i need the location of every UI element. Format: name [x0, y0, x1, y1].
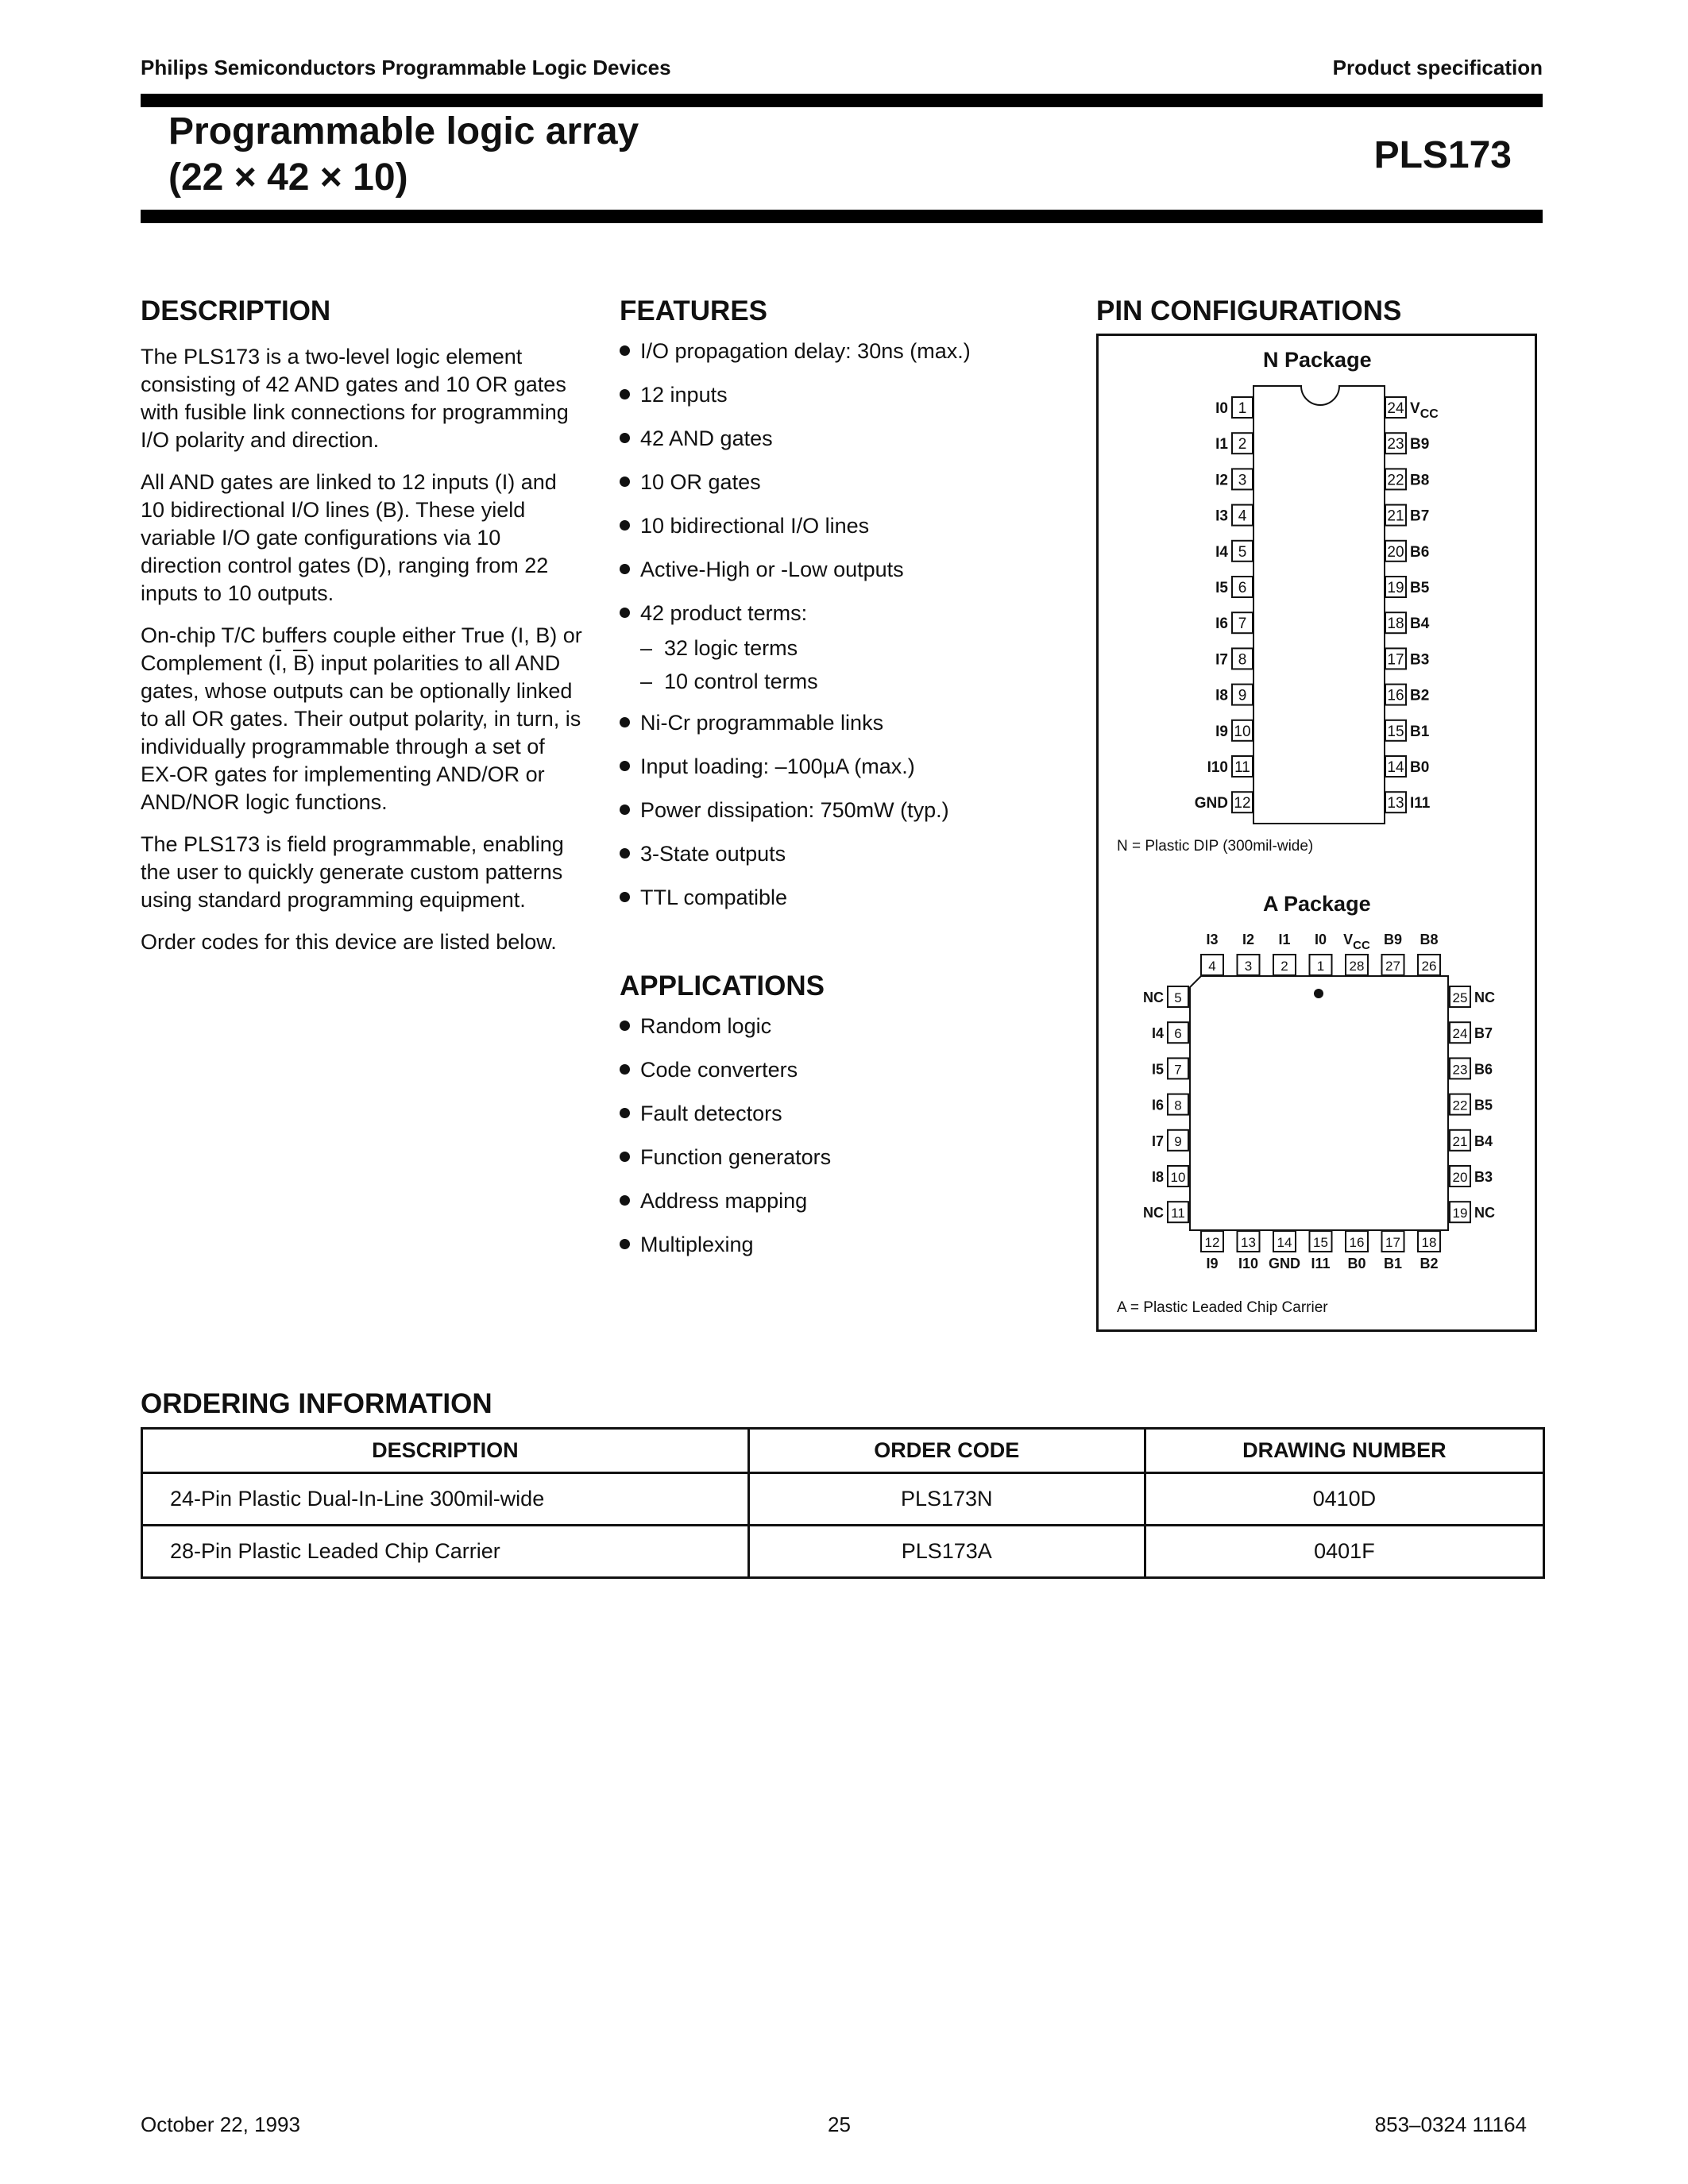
column-header: DRAWING NUMBER: [1145, 1429, 1543, 1473]
pin-number: 10: [1234, 723, 1251, 740]
bullet-icon: [620, 345, 630, 356]
pin-label: $V_{CC}$: [1410, 400, 1439, 421]
features-heading: FEATURES: [620, 295, 768, 326]
pin-number: 28: [1349, 959, 1365, 974]
n-package-note: N = Plastic DIP (300mil-wide): [1117, 838, 1314, 855]
pin-label: GND: [1194, 795, 1228, 812]
bullet-icon: [620, 477, 630, 487]
pin-label: GND: [1269, 1256, 1300, 1271]
table-cell: 24-Pin Plastic Dual-In-Line 300mil-wide: [142, 1473, 749, 1526]
pin-number: 22: [1452, 1098, 1468, 1113]
pin-label: I6: [1151, 1097, 1164, 1113]
applications-list: [620, 1013, 1033, 1275]
pin-number: 21: [1387, 507, 1404, 525]
pin-number: 3: [1244, 959, 1253, 974]
pin-number: 21: [1452, 1133, 1468, 1149]
column-header: DESCRIPTION: [142, 1429, 749, 1473]
feature-item: 3-State outputs: [620, 840, 1033, 884]
feature-item: 10 bidirectional I/O lines: [620, 512, 1033, 556]
pin-number: 3: [1238, 472, 1247, 489]
pin-number: 16: [1387, 687, 1404, 704]
pin-label: I5: [1151, 1061, 1164, 1078]
pin-label: I7: [1151, 1133, 1164, 1149]
pin-number: 10: [1170, 1170, 1186, 1185]
pin1-marker: [1314, 989, 1323, 998]
pin-label: B1: [1410, 723, 1430, 740]
table-row: [142, 1473, 1544, 1526]
pin-label: I6: [1215, 615, 1228, 633]
pin-number: 27: [1385, 959, 1400, 974]
footer-page-number: 25: [828, 2113, 851, 2136]
pin-label: I4: [1151, 1025, 1164, 1042]
application-item: Random logic: [620, 1013, 1033, 1056]
pin-number: 2: [1280, 959, 1288, 974]
a-package-note: A = Plastic Leaded Chip Carrier: [1117, 1299, 1328, 1316]
description-paragraph: On-chip T/C buffers couple either True (I, B) or Complement ($\overline{I}$, $\overline{B}$) input polarities to all AND gates, whose outputs can be optionally linked to all OR gates. Their output polarity, in turn, is individually programmable through a set of EX-OR gates for implementing AND/OR or AND/NOR logic functions.: [141, 623, 582, 814]
feature-item: Input loading: –100µA (max.): [620, 753, 1033, 797]
pin-label: B1: [1383, 1256, 1403, 1271]
pin-number: 14: [1277, 1235, 1292, 1250]
table-cell: PLS173N: [748, 1473, 1145, 1526]
bullet-icon: [620, 1195, 630, 1206]
pin-number: 17: [1387, 651, 1404, 669]
application-item: Code converters: [620, 1056, 1033, 1100]
description-paragraph: The PLS173 is a two-level logic element consisting of 42 AND gates and 10 OR gates with fusible link connections for programming I/O polarity and direction.: [141, 345, 569, 452]
pin-config-heading: PIN CONFIGURATIONS: [1096, 295, 1402, 326]
pin-number: 16: [1349, 1235, 1365, 1250]
pin-number: 4: [1238, 507, 1247, 525]
pin-label: I1: [1278, 932, 1291, 947]
pin-number: 8: [1238, 651, 1247, 669]
description-heading: DESCRIPTION: [141, 295, 331, 326]
pin-number: 25: [1452, 990, 1468, 1005]
pin-label: I8: [1215, 687, 1228, 704]
table-cell: 0401F: [1145, 1526, 1543, 1578]
pin-label: B9: [1410, 436, 1430, 453]
pin-label: I2: [1242, 932, 1255, 947]
bullet-icon: [620, 1152, 630, 1162]
pin-label: NC: [1474, 1205, 1495, 1221]
application-item: Address mapping: [620, 1187, 1033, 1231]
title-rule: [141, 210, 1543, 223]
pin-number: 23: [1452, 1062, 1468, 1078]
pin-label: I11: [1410, 795, 1431, 812]
page-title: Programmable logic array: [168, 110, 639, 152]
pin-number: 12: [1204, 1235, 1220, 1250]
header-rule: [141, 94, 1543, 107]
table-cell: PLS173A: [748, 1526, 1145, 1578]
pin-number: 12: [1234, 795, 1251, 812]
pin-label: I2: [1215, 472, 1228, 489]
page-subtitle: (22 × 42 × 10): [168, 156, 408, 199]
pin-number: 5: [1238, 543, 1247, 561]
pin-label: $V_{CC}$: [1343, 932, 1370, 952]
bullet-icon: [620, 564, 630, 574]
pin-label: B6: [1474, 1061, 1493, 1078]
pin-label: B4: [1410, 615, 1430, 633]
pin-config-box: [1096, 334, 1537, 1332]
pin-number: 22: [1387, 472, 1404, 489]
pin-number: 5: [1174, 990, 1182, 1005]
bullet-icon: [620, 389, 630, 399]
pin-label: I0: [1314, 932, 1327, 947]
pin-number: 2: [1238, 436, 1247, 453]
pin-number: 4: [1208, 959, 1216, 974]
ordering-heading: ORDERING INFORMATION: [141, 1388, 492, 1419]
pin-label: B3: [1474, 1169, 1493, 1185]
footer-date: October 22, 1993: [141, 2113, 300, 2136]
pin-label: I1: [1215, 436, 1228, 453]
header-left: Philips Semiconductors Programmable Logic Devices: [141, 56, 671, 79]
pin-label: I11: [1311, 1256, 1331, 1271]
column-header: ORDER CODE: [748, 1429, 1145, 1473]
pin-label: NC: [1143, 990, 1164, 1005]
pin-label: B9: [1383, 932, 1403, 947]
pin-number: 6: [1238, 580, 1247, 596]
pin-label: I9: [1206, 1256, 1219, 1271]
pin-number: 20: [1387, 543, 1404, 561]
pin-label: I4: [1215, 543, 1228, 561]
pin-number: 24: [1387, 400, 1404, 417]
pin-label: B5: [1410, 580, 1430, 596]
pin-number: 8: [1174, 1098, 1182, 1113]
bullet-icon: [620, 433, 630, 443]
dip-package-body: [1253, 386, 1385, 824]
pin-label: B8: [1410, 472, 1430, 489]
pin-number: 26: [1421, 959, 1437, 974]
pin-number: 9: [1174, 1133, 1182, 1149]
table-cell: 28-Pin Plastic Leaded Chip Carrier: [142, 1526, 749, 1578]
description-paragraph: The PLS173 is field programmable, enabling the user to quickly generate custom patterns using standard programming equipment.: [141, 832, 564, 912]
bullet-icon: [620, 1064, 630, 1075]
bullet-icon: [620, 1239, 630, 1249]
pin-label: I3: [1206, 932, 1219, 947]
pin-number: 6: [1174, 1026, 1182, 1042]
pin-number: 14: [1387, 759, 1404, 776]
bullet-icon: [620, 520, 630, 531]
pin-number: 11: [1234, 759, 1250, 776]
applications-heading: APPLICATIONS: [620, 970, 825, 1001]
feature-item: 10 OR gates: [620, 469, 1033, 512]
header-right: Product specification: [1332, 56, 1543, 79]
application-item: Function generators: [620, 1144, 1033, 1187]
pin-number: 17: [1385, 1235, 1400, 1250]
bullet-icon: [620, 608, 630, 618]
pin-number: 9: [1238, 687, 1247, 704]
pin-label: I9: [1215, 723, 1228, 740]
pin-number: 15: [1313, 1235, 1328, 1250]
feature-item: 42 product terms:: [620, 600, 1033, 631]
pin-number: 18: [1387, 615, 1404, 633]
bullet-icon: [620, 1021, 630, 1031]
feature-subitem: – 32 logic terms: [640, 636, 798, 660]
table-cell: 0410D: [1145, 1473, 1543, 1526]
pin-number: 1: [1316, 959, 1325, 974]
bullet-icon: [620, 805, 630, 815]
description-paragraph: Order codes for this device are listed below.: [141, 930, 557, 954]
feature-item: TTL compatible: [620, 884, 1033, 928]
table-row: [142, 1526, 1544, 1578]
application-item: Fault detectors: [620, 1100, 1033, 1144]
feature-item: 42 AND gates: [620, 425, 1033, 469]
pin-number: 13: [1387, 795, 1404, 812]
pin-number: 7: [1174, 1062, 1182, 1078]
pin-number: 24: [1452, 1026, 1468, 1042]
pin-label: I3: [1215, 507, 1228, 525]
pin-number: 1: [1238, 400, 1247, 417]
pin-label: B2: [1420, 1256, 1439, 1271]
bullet-icon: [620, 892, 630, 902]
pin-number: 19: [1452, 1206, 1468, 1221]
pin-number: 20: [1452, 1170, 1468, 1185]
feature-item: Active-High or -Low outputs: [620, 556, 1033, 600]
description-paragraph: All AND gates are linked to 12 inputs (I) and 10 bidirectional I/O lines (B). These yield variable I/O gate configurations via 10 direction control gates (D), ranging from 22 inputs to 10 outputs.: [141, 470, 557, 605]
pin-number: 7: [1238, 615, 1247, 633]
pin-diagram: [1099, 336, 1535, 1329]
pin-label: I5: [1215, 580, 1228, 596]
pin-number: 23: [1387, 436, 1404, 453]
pin-label: NC: [1474, 990, 1495, 1005]
part-number: PLS173: [1373, 134, 1512, 176]
description-body: [141, 343, 585, 970]
feature-item: 12 inputs: [620, 381, 1033, 425]
plcc-package-body: [1190, 976, 1448, 1230]
pin-label: B5: [1474, 1097, 1493, 1113]
pin-label: B4: [1474, 1133, 1493, 1149]
ordering-table: [141, 1427, 1545, 1579]
pin-number: 15: [1387, 723, 1404, 740]
feature-subitem: – 10 control terms: [640, 669, 818, 693]
pin-label: NC: [1143, 1205, 1164, 1221]
pin-label: B7: [1474, 1025, 1493, 1042]
pin-label: B7: [1410, 507, 1430, 525]
pin-number: 18: [1421, 1235, 1437, 1250]
feature-item: I/O propagation delay: 30ns (max.): [620, 338, 1033, 381]
bullet-icon: [620, 1108, 630, 1118]
pin-number: 19: [1387, 580, 1404, 596]
table-header-row: [142, 1429, 1544, 1473]
pin-number: 11: [1171, 1206, 1185, 1221]
pin-label: I7: [1215, 651, 1228, 669]
pin-label: B3: [1410, 651, 1430, 669]
bullet-icon: [620, 761, 630, 771]
pin-label: B6: [1410, 543, 1430, 561]
pin-label: I10: [1207, 759, 1228, 776]
application-item: Multiplexing: [620, 1231, 1033, 1275]
pin-label: I8: [1151, 1169, 1164, 1185]
pin-number: 13: [1241, 1235, 1256, 1250]
a-package-title: A Package: [1263, 892, 1371, 916]
n-package-title: N Package: [1263, 348, 1372, 372]
bullet-icon: [620, 717, 630, 727]
feature-item: Ni-Cr programmable links: [620, 709, 1033, 753]
feature-item: Power dissipation: 750mW (typ.): [620, 797, 1033, 840]
pin-label: B2: [1410, 687, 1430, 704]
bullet-icon: [620, 848, 630, 859]
features-list: [620, 338, 1033, 928]
pin-label: I0: [1215, 400, 1228, 417]
pin-label: B0: [1347, 1256, 1366, 1271]
pin-label: B0: [1410, 759, 1430, 776]
footer-doc-number: 853–0324 11164: [1374, 2113, 1527, 2136]
pin-label: I10: [1238, 1256, 1259, 1271]
pin-label: B8: [1420, 932, 1439, 947]
